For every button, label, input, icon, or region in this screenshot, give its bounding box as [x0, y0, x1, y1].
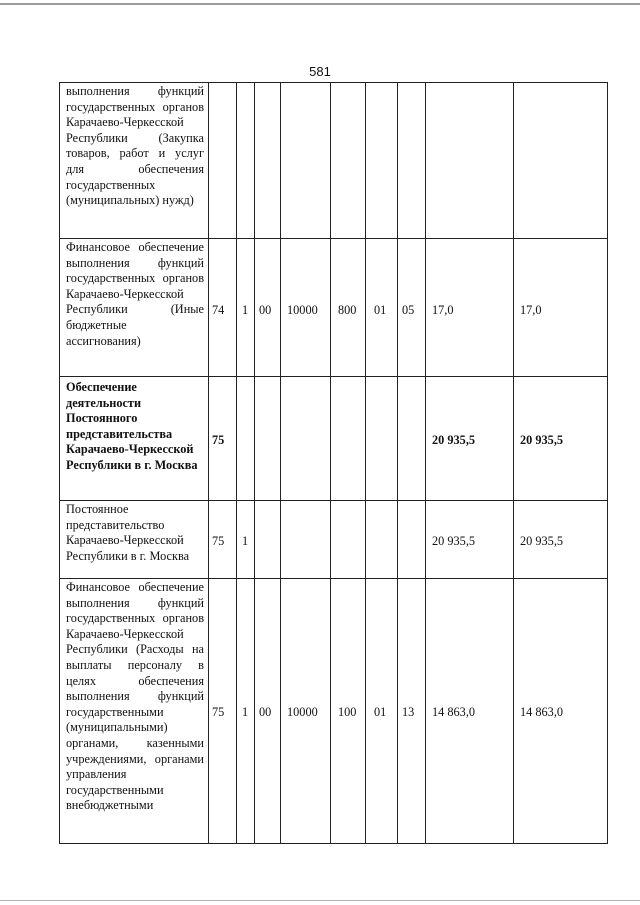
- code-cell: 01: [374, 705, 387, 719]
- amount-cell: 20 935,5: [520, 433, 564, 447]
- column-divider: [425, 82, 426, 844]
- amount-cell: 20 935,5: [520, 534, 564, 548]
- column-divider: [236, 82, 237, 844]
- code-cell: 75: [212, 433, 225, 447]
- code-cell: 01: [374, 303, 387, 317]
- table-row-description: Финансовое обеспечение выполнения функций государственных органов Карачаево-Черкесской Республики (Иные бюджетные ассигнования): [66, 240, 204, 348]
- table-row-description: выполнения функций государственных органов Карачаево-Черкесской Республики (Закупка товаров, работ и услуг для обеспечения государственных (муниципальных) нужд): [66, 84, 204, 208]
- column-divider: [513, 82, 514, 844]
- code-cell: 1: [242, 534, 249, 548]
- page-number: 581: [309, 64, 331, 79]
- table-row-description: Финансовое обеспечение выполнения функций государственных органов Карачаево-Черкесской Республики (Расходы на выплаты персоналу в целях обеспечения выполнения функций государственными (муниципальными) органами, казенными учреждениями, органами управления государственными внебюджетными: [66, 580, 204, 813]
- amount-cell: 14 863,0: [520, 705, 564, 719]
- bottom-border-line: [0, 900, 640, 901]
- column-divider: [208, 82, 209, 844]
- code-cell: 1: [242, 303, 249, 317]
- code-cell: 1: [242, 705, 249, 719]
- table-row-description: Обеспечение деятельности Постоянного представительства Карачаево-Черкесской Республики в г. Москва: [66, 380, 198, 472]
- column-divider: [254, 82, 255, 844]
- amount-cell: 20 935,5: [432, 433, 476, 447]
- column-divider: [365, 82, 366, 844]
- row-divider: [59, 500, 608, 501]
- row-divider: [59, 376, 608, 377]
- column-divider: [59, 82, 60, 844]
- code-cell: 10000: [287, 303, 318, 317]
- code-cell: 10000: [287, 705, 318, 719]
- row-divider: [59, 578, 608, 579]
- column-divider: [280, 82, 281, 844]
- code-cell: 74: [212, 303, 225, 317]
- amount-cell: 17,0: [432, 303, 454, 317]
- code-cell: 00: [259, 303, 272, 317]
- row-divider: [59, 238, 608, 239]
- code-cell: 100: [338, 705, 357, 719]
- column-divider: [607, 82, 608, 844]
- amount-cell: 14 863,0: [432, 705, 476, 719]
- code-cell: 13: [402, 705, 415, 719]
- table-row-description: Постоянное представительство Карачаево-Черкесской Республики в г. Москва: [66, 502, 190, 563]
- row-divider: [59, 82, 608, 83]
- row-divider: [59, 843, 608, 844]
- code-cell: 05: [402, 303, 415, 317]
- column-divider: [330, 82, 331, 844]
- code-cell: 800: [338, 303, 357, 317]
- column-divider: [397, 82, 398, 844]
- code-cell: 75: [212, 534, 225, 548]
- code-cell: 75: [212, 705, 225, 719]
- code-cell: 00: [259, 705, 272, 719]
- amount-cell: 20 935,5: [432, 534, 476, 548]
- amount-cell: 17,0: [520, 303, 542, 317]
